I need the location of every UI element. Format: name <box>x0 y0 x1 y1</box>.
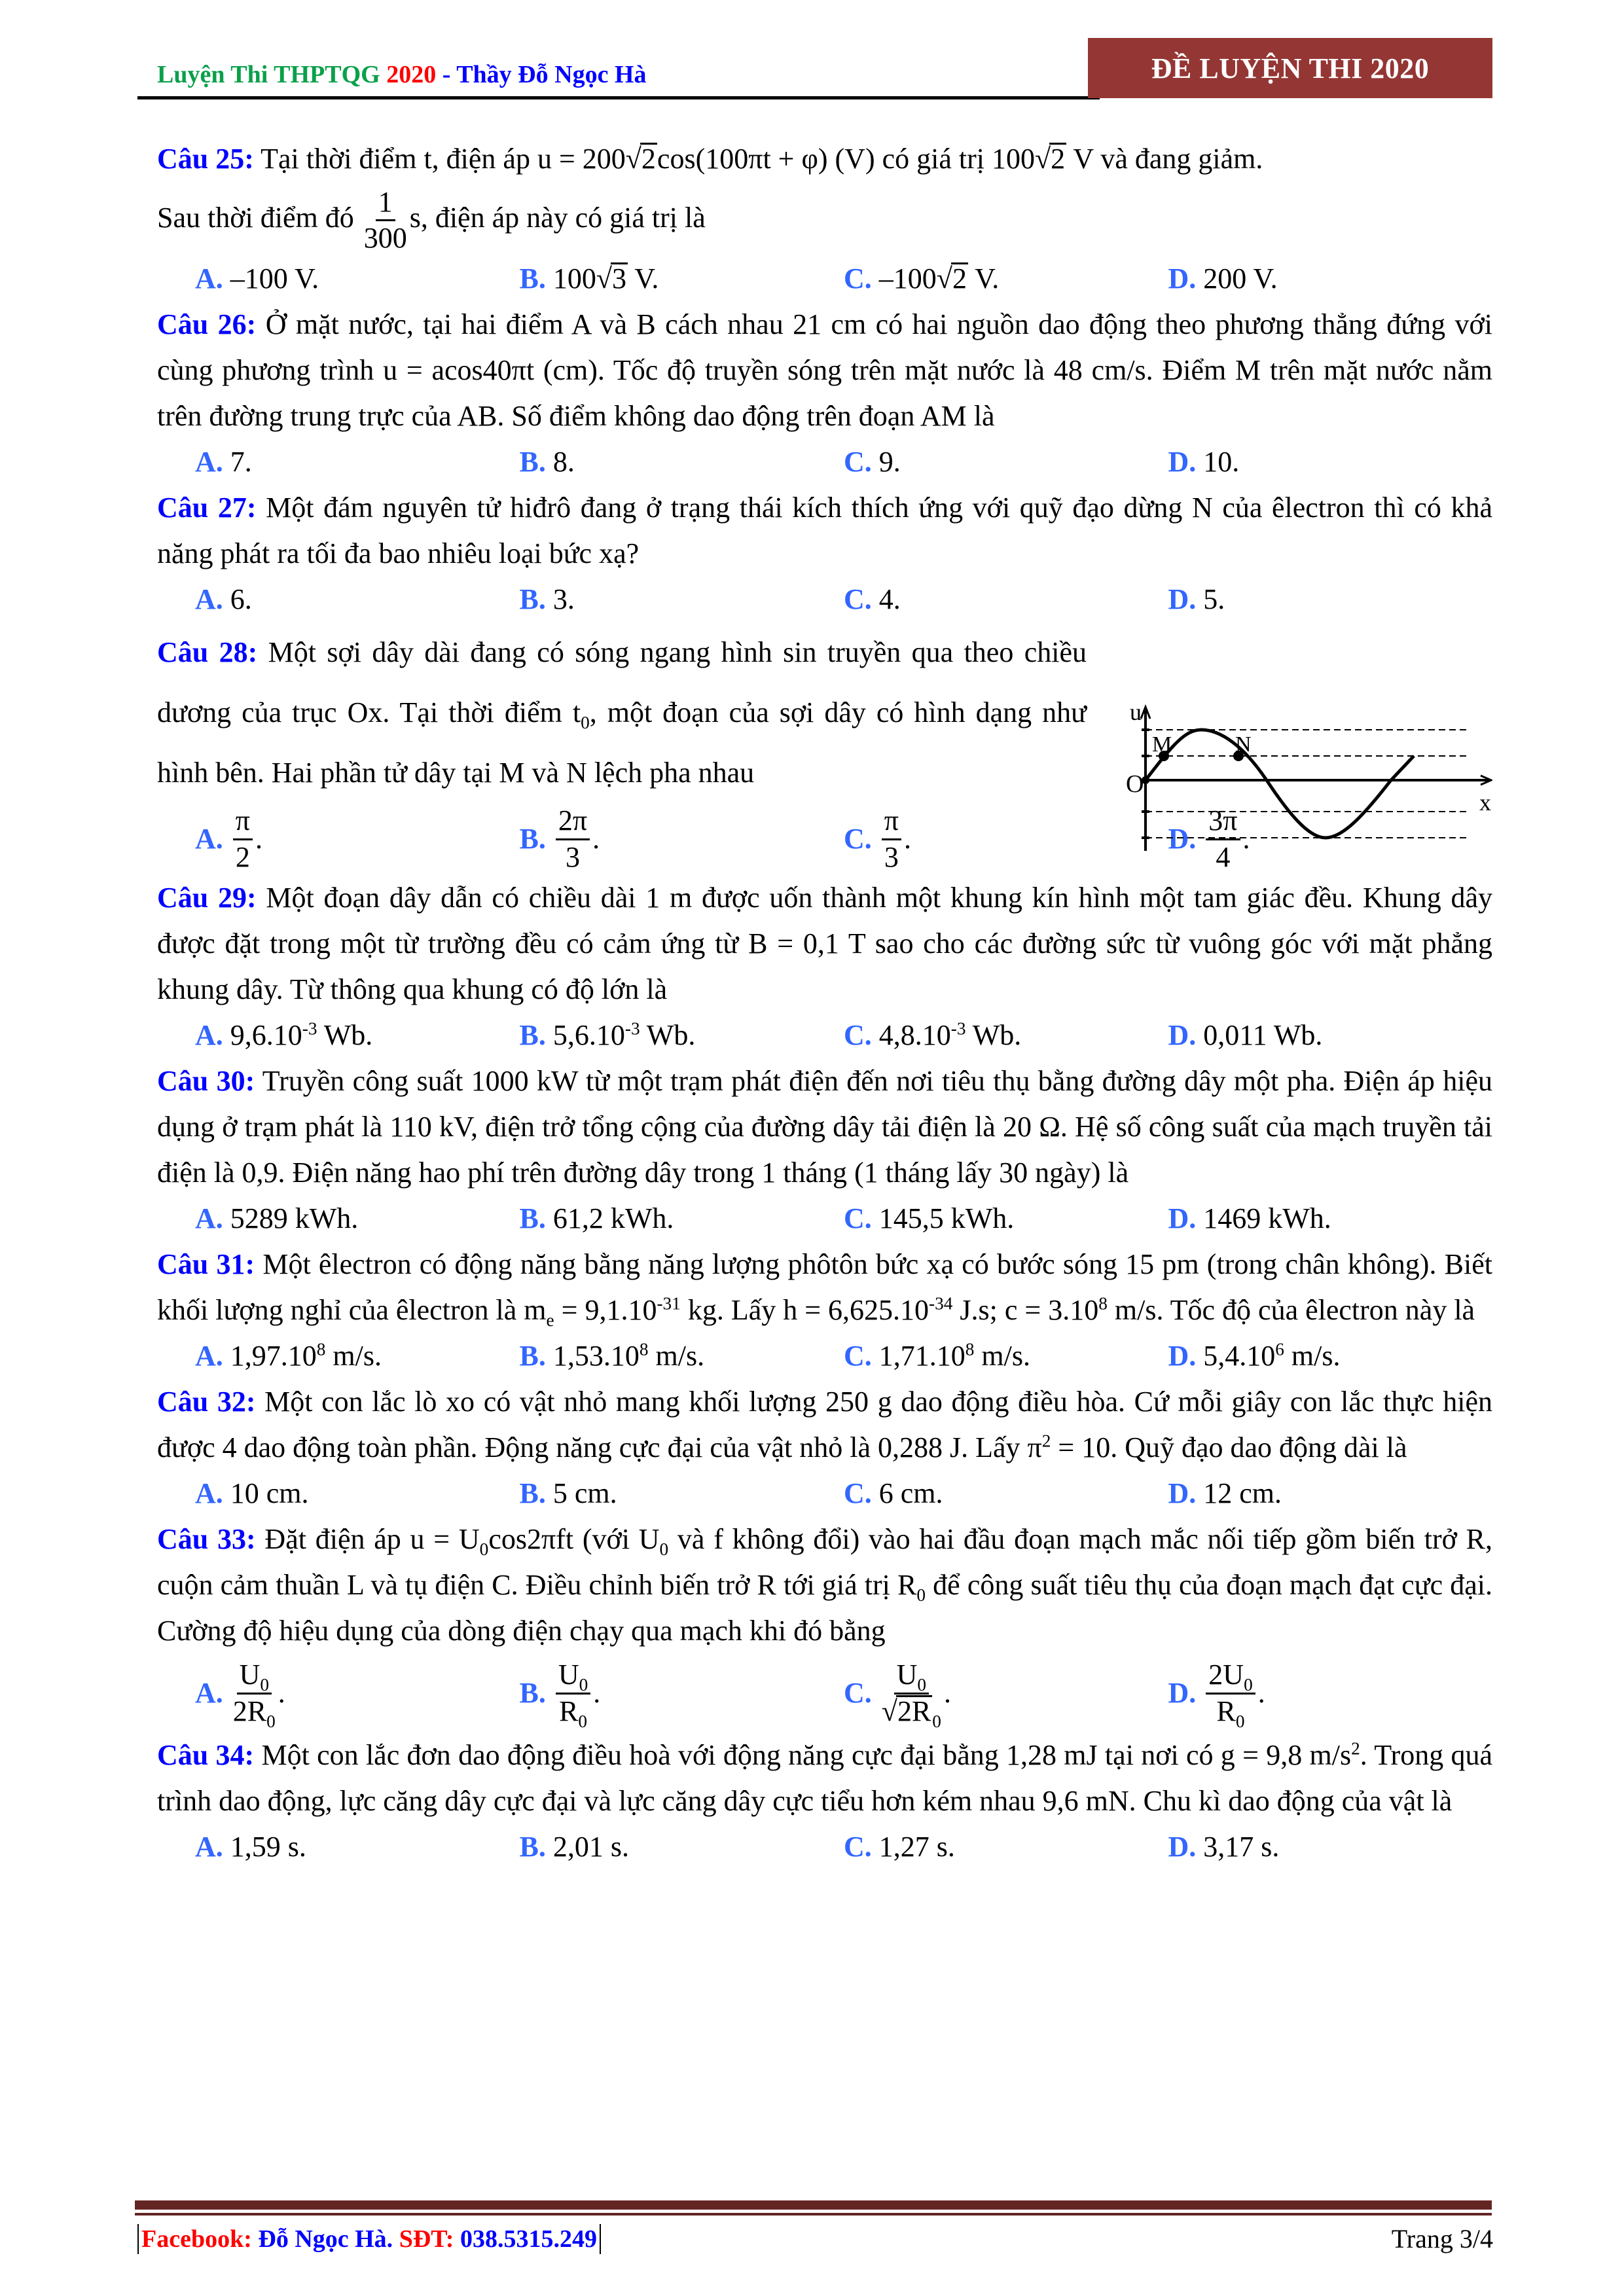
subscript: 0 <box>917 1674 927 1695</box>
option-value: 1,97.10 <box>230 1340 317 1372</box>
option-unit: m/s. <box>325 1340 382 1372</box>
sqrt-radicand: 2 <box>952 262 967 295</box>
text: = 9,1.10 <box>554 1294 657 1327</box>
option-label: A. <box>195 1477 223 1510</box>
subscript: 0 <box>266 1711 276 1731</box>
option-label: B. <box>519 1019 546 1052</box>
option-label: B. <box>519 446 546 478</box>
fraction-numerator: 2π <box>556 804 590 840</box>
option-c[interactable] <box>844 439 1168 485</box>
option-a[interactable] <box>195 256 520 302</box>
question-text <box>157 485 1492 577</box>
sqrt-radicand: 2 <box>1051 143 1066 175</box>
sqrt-radicand: 2 <box>641 143 656 175</box>
fraction-numerator <box>556 1658 590 1695</box>
text: U <box>558 1658 579 1691</box>
option-b[interactable] <box>520 1013 844 1058</box>
fraction <box>556 1658 590 1729</box>
option-b[interactable] <box>520 1824 844 1870</box>
option-value: 1,59 s. <box>230 1831 306 1863</box>
text: Một đoạn dây dẫn có chiều dài 1 m được uốn thành một khung kín hình một tam giác đều. Khung dây được đặt trong một từ trường đều có cảm ứng từ B = 0,1 T sao cho các đường sức từ vuông góc với mặt phẳng khung dây. Từ thông qua khung có độ lớn là <box>157 882 1492 1006</box>
text: cos2πft (với U <box>488 1523 660 1556</box>
option-a[interactable]: A. $\frac{\pi}{2}$ . <box>195 804 520 875</box>
option-value: 8. <box>552 446 575 478</box>
question-label: Câu 32: <box>157 1386 256 1418</box>
option-label: D. <box>1168 1019 1197 1052</box>
option-value: 5. <box>1203 583 1225 616</box>
option-unit: V. <box>628 262 659 295</box>
header-rule <box>137 96 1100 99</box>
fraction-denominator: 300 <box>363 222 407 255</box>
question-30 <box>157 1058 1492 1242</box>
fraction <box>233 804 253 875</box>
option-label: C. <box>844 1677 872 1710</box>
option-unit: Wb. <box>317 1019 373 1052</box>
phone-number: 038.5315.249 <box>454 2225 597 2253</box>
fraction-denominator: 2 <box>235 840 250 873</box>
exponent: 2 <box>1351 1738 1360 1759</box>
option-value: 10. <box>1203 446 1240 478</box>
fraction <box>882 1658 941 1729</box>
u-label: u <box>1130 699 1142 725</box>
option-label: A. <box>195 1202 223 1235</box>
option-unit: m/s. <box>648 1340 705 1372</box>
option-c[interactable] <box>844 1333 1168 1379</box>
text: . Trong quá trình dao động, lực căng dây cực đại và lực căng dây cực tiểu hơn kém nhau 9,6 mN. Chu kì dao động của vật là <box>157 1739 1493 1818</box>
question-text <box>157 1732 1492 1824</box>
option-value: 200 V. <box>1203 262 1278 295</box>
option-a[interactable] <box>195 1196 520 1242</box>
option-d[interactable] <box>1168 1013 1493 1058</box>
option-label: A. <box>195 1677 223 1710</box>
option-unit: m/s. <box>974 1340 1030 1372</box>
subscript: 0 <box>579 1674 588 1695</box>
text: 2U <box>1208 1658 1244 1691</box>
option-value: 3,17 s. <box>1203 1831 1280 1863</box>
text: Truyền công suất 1000 kW từ một trạm phát điện đến nơi tiêu thụ bằng đường dây một pha. Điện áp hiệu dụng ở trạm phát là 110 kV, điện trở tổng cộng của đường dây tải điện là 20 Ω. Hệ số công suất của mạch truyền tải điện là 0,9. Điện năng hao phí trên đường dây trong 1 tháng (1 tháng lấy 30 ngày) là <box>157 1065 1492 1189</box>
fraction-numerator: π <box>882 804 901 840</box>
answer-options <box>157 1196 1492 1242</box>
subscript: e <box>546 1310 554 1330</box>
option-b[interactable]: B. 100√3 V. <box>519 262 659 295</box>
exponent: 2 <box>1041 1431 1051 1451</box>
option-d[interactable]: D. $\frac{3\pi}{4}$ . <box>1168 804 1493 875</box>
header-series: Luyện Thi THPTQG <box>157 61 387 88</box>
header-title <box>157 60 647 89</box>
option-label: B. <box>519 1202 546 1235</box>
header-year: 2020 <box>386 61 437 88</box>
option-value: 5,6.10 <box>552 1019 625 1052</box>
question-text <box>157 875 1492 1013</box>
option-b[interactable] <box>520 1196 844 1242</box>
option-label: A. <box>195 1340 223 1372</box>
text: Một con lắc lò xo có vật nhỏ mang khối lượng 250 g dao động điều hòa. Cứ mỗi giây con lắc thực hiện được 4 dao động toàn phần. Động năng cực đại của vật nhỏ là 0,288 J. Lấy π <box>157 1386 1492 1464</box>
option-label: A. <box>195 1831 223 1863</box>
footer-rule-thick <box>135 2200 1492 2210</box>
author-name: Đỗ Ngọc Hà. <box>251 2225 399 2253</box>
option-value: 10 cm. <box>230 1477 309 1510</box>
option-d[interactable] <box>1168 1333 1493 1379</box>
question-text <box>157 1379 1492 1471</box>
fraction-numerator: 1 <box>376 185 395 222</box>
option-value: 9. <box>878 446 901 478</box>
option-value: 5 cm. <box>552 1477 617 1510</box>
text: Một con lắc đơn dao động điều hoà với động năng cực đại bằng 1,28 mJ tại nơi có g = 9,8 m/s <box>254 1739 1352 1772</box>
option-c[interactable] <box>844 1196 1168 1242</box>
answer-options <box>157 1333 1492 1379</box>
exponent: 8 <box>1098 1293 1108 1314</box>
m-label: M <box>1152 732 1172 757</box>
option-label: D. <box>1168 1202 1197 1235</box>
option-value: 12 cm. <box>1203 1477 1282 1510</box>
fraction-denominator <box>1216 1695 1244 1729</box>
text: để công suất tiêu thụ của đoạn mạch đạt cực đại. Cường độ hiệu dụng của dòng điện chạy qua mạch khi đó bằng <box>157 1569 1492 1647</box>
text: 2R <box>232 1695 267 1727</box>
option-value: 1469 kWh. <box>1203 1202 1331 1235</box>
subscript: 0 <box>1244 1674 1253 1695</box>
page-number: Trang 3/4 <box>1391 2224 1493 2253</box>
text: 2R <box>897 1695 931 1727</box>
option-label: B. <box>519 1677 546 1710</box>
text: s, điện áp này có giá trị là <box>409 202 706 234</box>
exponent: 8 <box>639 1339 649 1359</box>
option-label: C. <box>844 1477 872 1510</box>
text: Một sợi dây dài đang có sóng ngang hình sin truyền qua theo chiều dương của trục Ox. Tại thời điểm t <box>157 636 1087 729</box>
option-value: –100 <box>878 262 937 295</box>
text: Ở mặt nước, tại hai điểm A và B cách nhau 21 cm có hai nguồn dao động theo phương thẳng đứng với cùng phương trình u = acos40πt (cm). Tốc độ truyền sóng trên mặt nước là 48 cm/s. Điểm M trên mặt nước nằm trên đường trung trực của AB. Số điểm không dao động trên đoạn AM là <box>157 308 1492 433</box>
option-c[interactable] <box>844 1013 1168 1058</box>
guide-lines <box>1146 730 1466 838</box>
option-label: A. <box>195 446 223 478</box>
phone-label: SĐT: <box>399 2225 454 2253</box>
fraction-numerator <box>894 1658 929 1695</box>
question-29 <box>157 875 1492 1058</box>
question-label: Câu 28: <box>157 636 258 669</box>
option-unit: Wb. <box>640 1019 696 1052</box>
question-text <box>157 1058 1492 1196</box>
option-value: 1,71.10 <box>878 1340 965 1372</box>
option-label: C. <box>844 1019 872 1052</box>
option-value: 2,01 s. <box>552 1831 629 1863</box>
option-label: C. <box>844 1202 872 1235</box>
option-c[interactable] <box>844 577 1168 622</box>
option-label: A. <box>195 583 223 616</box>
question-text: Câu 25: Tại thời điểm t, điện áp u = 200√2cos(100πt + φ) (V) có giá trị 100√2 V và đang giảm. <box>157 143 1263 175</box>
n-label: N <box>1235 732 1252 757</box>
option-b[interactable]: B. $\frac{U_0}{R_0}$ . <box>519 1658 601 1731</box>
question-text-line2 <box>157 182 1492 256</box>
answer-options <box>157 577 1492 622</box>
text: = 10. Quỹ đạo dao động dài là <box>1051 1431 1407 1464</box>
option-label: A. <box>195 823 223 855</box>
sine-wave <box>1146 730 1414 838</box>
question-label: Câu 26: <box>157 308 257 341</box>
subscript: 0 <box>578 1711 588 1731</box>
option-value: 4,8.10 <box>878 1019 951 1052</box>
fraction-numerator: π <box>233 804 253 840</box>
question-text <box>157 1516 1492 1654</box>
option-unit: Wb. <box>965 1019 1022 1052</box>
fraction <box>556 804 590 875</box>
exponent: 8 <box>965 1339 975 1359</box>
answer-options <box>157 1824 1492 1870</box>
footer-rule-thin <box>135 2213 1492 2215</box>
answer-options <box>157 1013 1492 1058</box>
question-label: Câu 34: <box>157 1739 255 1772</box>
option-b[interactable] <box>520 1471 844 1516</box>
fraction <box>364 185 407 257</box>
question-34 <box>157 1732 1492 1870</box>
option-label: B. <box>519 583 546 616</box>
option-value: 9,6.10 <box>230 1019 302 1052</box>
fraction-denominator: 3 <box>884 840 899 873</box>
option-value: 145,5 kWh. <box>878 1202 1015 1235</box>
option-label: C. <box>844 446 872 478</box>
answer-options <box>157 1471 1492 1516</box>
option-d[interactable]: D. $\frac{2U_0}{R_0}$ . <box>1168 1658 1265 1731</box>
text: R <box>1216 1695 1236 1727</box>
text: , một đoạn của sợi dây có hình dạng như hình bên. Hai phần tử dây tại M và N lệch pha nhau <box>157 696 1087 789</box>
subscript: 0 <box>1235 1711 1245 1731</box>
option-label: C. <box>844 823 872 855</box>
text: Đặt điện áp u = U <box>255 1523 480 1556</box>
option-value: 6 cm. <box>878 1477 943 1510</box>
option-label: D. <box>1168 1477 1197 1510</box>
option-value: 0,011 Wb. <box>1203 1019 1323 1052</box>
subscript: 0 <box>479 1539 489 1559</box>
option-c[interactable] <box>844 1471 1168 1516</box>
option-value: 1,27 s. <box>878 1831 955 1863</box>
exponent: -34 <box>929 1293 953 1314</box>
fraction <box>1206 1658 1255 1729</box>
origin-label: O <box>1126 770 1144 798</box>
fraction <box>233 1658 276 1729</box>
axes <box>1141 707 1491 851</box>
option-value: 5289 kWh. <box>230 1202 359 1235</box>
option-label: D. <box>1168 262 1197 295</box>
question-31 <box>157 1242 1492 1379</box>
option-label: D. <box>1168 1677 1197 1710</box>
fraction-numerator <box>1206 1658 1255 1695</box>
option-b[interactable] <box>520 439 844 485</box>
option-label: B. <box>519 1831 546 1863</box>
option-value: 6. <box>230 583 252 616</box>
option-label: D. <box>1168 1831 1197 1863</box>
text: R <box>559 1695 579 1727</box>
text: cos(100πt + φ) (V) có giá trị 100 <box>657 143 1035 175</box>
question-text <box>157 302 1492 439</box>
question-label: Câu 25: <box>157 143 254 175</box>
option-unit: m/s. <box>1284 1340 1341 1372</box>
exponent: -3 <box>624 1018 640 1039</box>
x-label: x <box>1479 789 1491 816</box>
text: U <box>896 1658 918 1691</box>
option-b[interactable] <box>520 1333 844 1379</box>
facebook-label: Facebook: <box>141 2225 252 2253</box>
question-label: Câu 27: <box>157 492 257 524</box>
exponent: 6 <box>1275 1339 1284 1359</box>
option-d[interactable] <box>1168 577 1493 622</box>
option-b[interactable] <box>520 577 844 622</box>
option-a[interactable] <box>195 1824 520 1870</box>
sqrt-radicand: 3 <box>612 262 627 295</box>
subscript: 0 <box>581 713 590 732</box>
question-label: Câu 33: <box>157 1523 256 1556</box>
exponent: -31 <box>657 1293 681 1314</box>
text: U <box>239 1658 261 1691</box>
option-label: C. <box>844 262 872 295</box>
subscript: 0 <box>659 1539 669 1559</box>
text: Một êlectron có động năng bằng năng lượng phôtôn bức xạ có bước sóng 15 pm (trong chân không). Biết khối lượng nghỉ của êlectron là m <box>157 1248 1492 1327</box>
question-26 <box>157 302 1492 485</box>
option-label: B. <box>519 1477 546 1510</box>
fraction-denominator <box>559 1695 587 1729</box>
option-value: 1,53.10 <box>552 1340 640 1372</box>
option-label: D. <box>1168 1340 1197 1372</box>
option-value: 100 <box>552 262 596 295</box>
question-label: Câu 31: <box>157 1248 255 1281</box>
text: và f không đổi) vào hai đầu đoạn mạch mắc nối tiếp gồm biến trở R, cuộn cảm thuần L và tụ điện C. Điều chỉnh biến trở R tới giá trị R <box>157 1523 1493 1602</box>
option-label: B. <box>519 1340 546 1372</box>
option-a[interactable] <box>195 577 520 622</box>
question-label: Câu 29: <box>157 882 257 914</box>
question-25 <box>157 136 1492 302</box>
option-label: A. <box>195 1019 223 1052</box>
option-label: A. <box>195 262 223 295</box>
question-32 <box>157 1379 1492 1516</box>
option-c[interactable] <box>844 1824 1168 1870</box>
option-a[interactable] <box>195 1013 520 1058</box>
option-unit: V. <box>967 262 1000 295</box>
text: Tại thời điểm t, điện áp u = 200 <box>253 143 626 175</box>
option-c[interactable]: C. –100√2 V. <box>844 262 1000 295</box>
option-d[interactable] <box>1168 1824 1493 1870</box>
fraction-numerator: 3π <box>1206 804 1240 840</box>
fraction-denominator <box>882 1695 941 1729</box>
option-value: 7. <box>230 446 252 478</box>
option-d[interactable] <box>1168 1196 1493 1242</box>
question-text <box>157 622 1087 803</box>
exponent: -3 <box>950 1018 966 1039</box>
text: V và đang giảm. <box>1066 143 1263 175</box>
footer-contact <box>137 2224 601 2254</box>
exponent: 8 <box>316 1339 326 1359</box>
exam-content <box>157 136 1492 1870</box>
option-label: B. <box>519 823 546 855</box>
option-b[interactable]: B. $\frac{2\pi}{3}$ . <box>520 804 844 875</box>
option-c[interactable]: C. $\frac{\pi}{3}$ . <box>844 804 1168 875</box>
option-d[interactable] <box>1168 439 1493 485</box>
option-d[interactable] <box>1168 256 1493 302</box>
wave-figure <box>1100 681 1492 851</box>
exponent: -3 <box>302 1018 317 1039</box>
option-label: D. <box>1168 446 1197 478</box>
subscript: 0 <box>916 1585 926 1605</box>
option-value: 5,4.10 <box>1203 1340 1276 1372</box>
header-badge: ĐỀ LUYỆN THI 2020 <box>1088 38 1492 98</box>
text: m/s. Tốc độ của êlectron này là <box>1107 1294 1475 1327</box>
option-label: B. <box>519 262 546 295</box>
answer-options <box>157 439 1492 485</box>
option-value: 61,2 kWh. <box>552 1202 674 1235</box>
option-a[interactable]: A. $\frac{U_0}{2R_0}$ . <box>195 1658 285 1731</box>
fraction-denominator: 3 <box>565 840 580 873</box>
question-27 <box>157 485 1492 622</box>
question-33 <box>157 1516 1492 1732</box>
option-a[interactable] <box>195 1333 520 1379</box>
fraction-denominator <box>233 1695 276 1729</box>
option-c[interactable]: C. $\frac{U_0}{√2R_0}$ . <box>844 1658 951 1731</box>
option-label: D. <box>1168 583 1197 616</box>
option-value: 3. <box>552 583 575 616</box>
text: J.s; c = 3.10 <box>952 1294 1099 1327</box>
header-author: - Thầy Đỗ Ngọc Hà <box>436 61 647 88</box>
option-label: D. <box>1168 823 1197 855</box>
sqrt-symbol: √ <box>881 1695 897 1727</box>
subscript: 0 <box>932 1711 941 1731</box>
question-label: Câu 30: <box>157 1065 255 1098</box>
subscript: 0 <box>260 1674 269 1695</box>
text: Một đám nguyên tử hiđrô đang ở trạng thái kích thích ứng với quỹ đạo dừng N của êlectron thì có khả năng phát ra tối đa bao nhiêu loại bức xạ? <box>157 492 1492 570</box>
option-a[interactable] <box>195 439 520 485</box>
text: kg. Lấy h = 6,625.10 <box>680 1294 929 1327</box>
option-value: 4. <box>878 583 901 616</box>
option-a[interactable] <box>195 1471 520 1516</box>
fraction <box>882 804 901 875</box>
text: Sau thời điểm đó <box>157 202 361 234</box>
question-text <box>157 1242 1492 1333</box>
answer-options <box>157 1654 1492 1732</box>
fraction-denominator: 4 <box>1216 840 1231 873</box>
fraction-numerator <box>237 1658 272 1695</box>
option-label: C. <box>844 583 872 616</box>
answer-options <box>157 256 1492 302</box>
option-label: C. <box>844 1831 872 1863</box>
option-value: –100 V. <box>230 262 319 295</box>
option-label: C. <box>844 1340 872 1372</box>
option-d[interactable] <box>1168 1471 1493 1516</box>
